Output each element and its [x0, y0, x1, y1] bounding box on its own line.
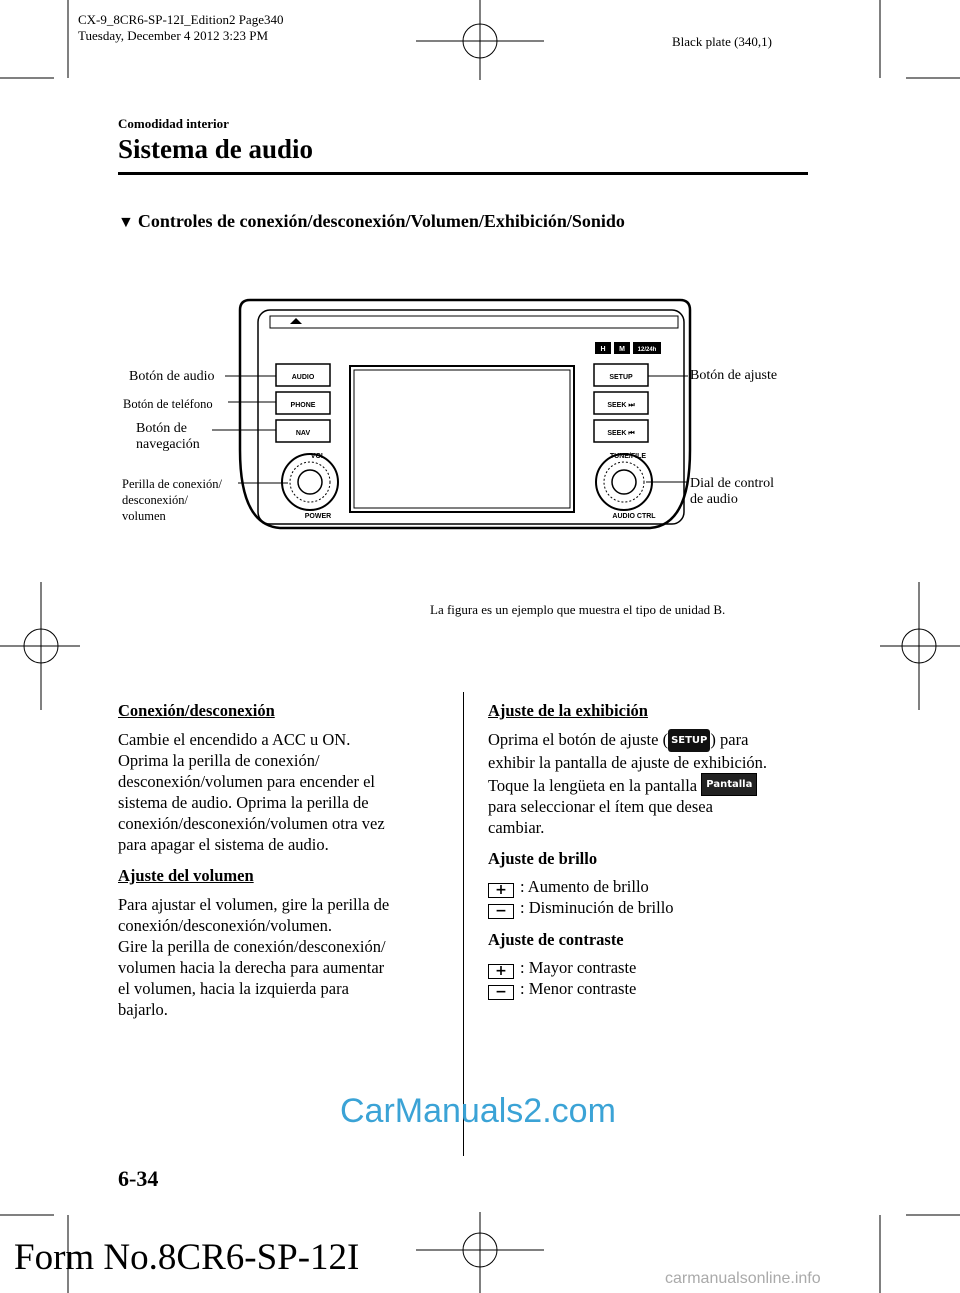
text-line: cambiar.: [488, 818, 545, 837]
seek-down-button-label: SEEK ⏮: [607, 430, 635, 437]
plus-key-icon: +: [488, 964, 514, 979]
paragraph-power: [118, 729, 440, 855]
callout-power-line3: volumen: [122, 509, 166, 523]
form-number: Form No.8CR6-SP-12I: [14, 1237, 360, 1278]
heading-display: Ajuste de la exhibición: [488, 701, 648, 720]
section-label: Comodidad interior: [118, 116, 229, 131]
text-line: para apagar el sistema de audio.: [118, 835, 329, 854]
text-line: el volumen, hacia la izquierda para: [118, 979, 349, 998]
page-number: 6-34: [118, 1166, 159, 1191]
cd-slot: [270, 316, 678, 328]
text-line: para seleccionar el ítem que desea: [488, 797, 713, 816]
power-label: POWER: [304, 513, 332, 520]
callout-audio-button: Botón de audio: [129, 369, 215, 384]
setup-icon: SETUP: [668, 729, 710, 752]
pantalla-tab-icon: Pantalla: [701, 773, 757, 796]
phone-button-label: PHONE: [290, 402, 316, 409]
print-header: [78, 12, 283, 44]
contrast-decrease-text: : Menor contraste: [520, 979, 637, 998]
print-date-line: Tuesday, December 4 2012 3:23 PM: [78, 28, 269, 43]
title-rule: [118, 172, 808, 175]
minus-key-icon: −: [488, 904, 514, 919]
triangle-icon: ▼: [118, 214, 134, 231]
text-line: Oprima la perilla de conexión/: [118, 751, 320, 770]
text-line: Cambie el encendido a ACC u ON.: [118, 730, 351, 749]
brightness-increase-row: [488, 877, 814, 898]
heading-power: Conexión/desconexión: [118, 701, 275, 720]
tune-label: TUNE/FILE: [609, 453, 647, 460]
text-line: sistema de audio. Oprima la perilla de: [118, 793, 369, 812]
left-column: [118, 700, 440, 1030]
contrast-decrease-row: [488, 979, 814, 1000]
contrast-label: Ajuste de contraste: [488, 930, 624, 949]
setup-button-label: SETUP: [609, 374, 633, 381]
watermark: CarManuals2.com: [340, 1092, 616, 1130]
text-line: conexión/desconexión/volumen otra vez: [118, 814, 385, 833]
audio-ctrl-label: AUDIO CTRL: [612, 513, 656, 520]
callout-power-knob: [122, 476, 222, 524]
subsection-title-text: Controles de conexión/desconexión/Volumen/Exhibición/Sonido: [137, 211, 625, 231]
right-column: [488, 700, 814, 1000]
text-line: ) para: [710, 730, 749, 749]
callout-dial-line2: de audio: [690, 492, 738, 507]
subsection-title: [118, 211, 625, 232]
callout-nav-line1: Botón de: [136, 421, 187, 436]
callout-setup-button: Botón de ajuste: [690, 368, 778, 383]
plate-label: Black plate (340,1): [672, 34, 772, 49]
print-file-line: CX-9_8CR6-SP-12I_Edition2 Page340: [78, 12, 284, 27]
brightness-decrease-text: : Disminución de brillo: [520, 898, 674, 917]
heading-volume: Ajuste del volumen: [118, 866, 254, 885]
vol-label: VOL: [310, 453, 326, 460]
text-line: exhibir la pantalla de ajuste de exhibición.: [488, 753, 768, 772]
brightness-decrease-row: [488, 898, 814, 919]
paragraph-volume: [118, 894, 440, 1020]
callout-power-line1: Perilla de conexión/: [122, 477, 222, 491]
brightness-label: Ajuste de brillo: [488, 849, 598, 868]
text-line: Para ajustar el volumen, gire la perilla de: [118, 895, 390, 914]
text-line: Oprima el botón de ajuste (: [488, 730, 669, 749]
contrast-increase-row: [488, 958, 814, 979]
clock-button: 12/24h: [637, 347, 657, 353]
nav-button-label: NAV: [295, 430, 311, 437]
text-line: desconexión/volumen para encender el: [118, 772, 376, 791]
unit-screen: [350, 366, 574, 512]
m-button: M: [619, 346, 625, 353]
contrast-increase-text: : Mayor contraste: [520, 958, 637, 977]
text-line: Toque la lengüeta en la pantalla: [488, 776, 698, 795]
text-line: conexión/desconexión/volumen.: [118, 916, 332, 935]
callout-nav-button: [136, 421, 200, 453]
column-divider: [463, 692, 464, 1156]
callout-nav-line2: navegación: [136, 437, 200, 452]
paragraph-display: [488, 729, 814, 838]
callout-phone-button: Botón de teléfono: [123, 397, 213, 411]
brightness-increase-text: : Aumento de brillo: [520, 877, 649, 896]
audio-button-label: AUDIO: [291, 374, 315, 381]
callout-dial-line1: Dial de control: [690, 476, 774, 491]
plus-key-icon: +: [488, 883, 514, 898]
text-line: Gire la perilla de conexión/desconexión/: [118, 937, 386, 956]
text-line: volumen hacia la derecha para aumentar: [118, 958, 385, 977]
figure-caption: La figura es un ejemplo que muestra el tipo de unidad B.: [430, 602, 726, 617]
callout-audio-dial: [690, 476, 774, 508]
callout-power-line2: desconexión/: [122, 493, 188, 507]
minus-key-icon: −: [488, 985, 514, 1000]
seek-up-button-label: SEEK ⏭: [607, 402, 635, 409]
h-button: H: [600, 346, 606, 353]
site-watermark: carmanualsonline.info: [665, 1270, 821, 1287]
chapter-title: Sistema de audio: [118, 134, 314, 164]
text-line: bajarlo.: [118, 1000, 168, 1019]
